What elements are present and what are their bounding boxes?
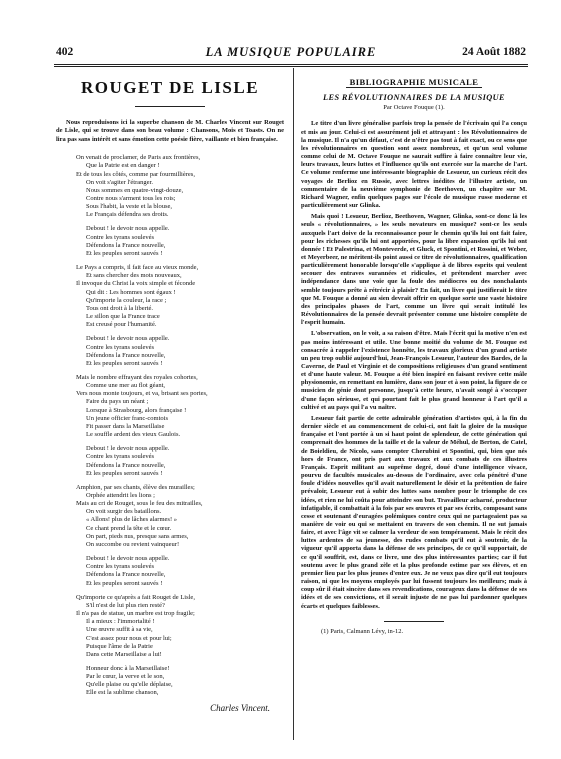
poem-line: Vers nous monte toujours, et va, brisant ses portes, [76,390,208,398]
poem-line: Debout ! le devoir nous appelle. [86,335,170,343]
article-title: ROUGET DE LISLE [80,78,260,97]
poem-stanza [76,445,284,478]
poem-line: On part, pieds nus, presque sans armes, [86,532,189,540]
article-subtitle: LES RÉVOLUTIONNAIRES DE LA MUSIQUE [323,93,505,103]
poem-line: Il invoque du Christ la voix simple et féconde [76,280,196,288]
issue-date: 24 Août 1882 [462,46,526,58]
poem-line: Debout ! le devoir nous appelle. [86,225,170,233]
page-number: 402 [56,46,74,58]
poem-line: « Allons! plus de lâches alarmes! » [86,516,177,524]
poem-line: Contre nous s'arment tous les rois; [86,195,176,202]
article-paragraph: Mais quoi ! Lesueur, Berlioz, Beethoven, Wagner, Glinka, sont-ce donc là les seuls « révolutionnaires, » les seuls novateurs en musique? sont-ce les seuls auxquels l'art doive de la reconnaissance pour le chemin qu'ils lui ont fait faire, pour les richesses qu'ils lui ont apportées, pour la libre expansion qu'ils lui ont donnée ! Et Palestrina, et Monteverde, et Gluck, et Spontini, et Rossini, et Weber, et Meyerbeer, ne méritent-ils point aussi ce titre de révolutionnaires, qualification particulièrement honorable lorsqu'elle s'applique à de libres esprits qui veulent secouer des entraves surannées et ridicules, et prétendent marcher avec indépendance dans une voie que la foule des médiocres ou des nonchalants semble toujours prête à rétrécir à plaisir? En fait, un livre qui justifierait le titre que M. Fouque a donné au sien devrait offrir en quelque sorte une vaste histoire des principales phases de l'art, comme un livre qui serait intitulé les Révolutionnaires de la pensée devrait présenter comme une histoire complète de l'esprit humain. [301,213,527,327]
poem-line: Tous ont droit à la liberté. [86,304,154,312]
poem-line: Il n'a pas de statue, un marbre est trop fragile; [76,610,195,618]
footnote-rule [384,621,444,622]
poem-line: Contre les tyrans soulevés [86,233,155,241]
poem-line: Et les peuples seront sauvés ! [86,359,163,367]
poem-line: Contre les tyrans soulevés [86,343,155,351]
header-rule [54,64,528,65]
poem-line: On succombe ou revient vainqueur! [86,540,180,548]
poem-line: Que la Patrie est en danger ! [86,162,160,170]
left-column [56,74,284,712]
poem-stanza [76,225,284,258]
poem-stanza [76,374,284,439]
poem-stanza [76,264,284,329]
right-column [301,74,527,636]
page-header [56,46,526,62]
poem-line: Et les peuples seront sauvés ! [86,249,163,257]
poem-line: Et les peuples seront sauvés ! [86,469,163,477]
footnote: (1) Paris, Calmann Lévy, in-12. [321,627,404,635]
poem-line: Elle est la sublime chanson, [86,689,159,697]
poem-line: C'est assez pour nous et pour lui; [86,634,172,642]
poem-line: Amphion, par ses chants, élève des murailles; [76,483,195,491]
poem-line: On voit surgir des bataillons. [86,508,162,516]
poem-line: Par le cœur, la verve et le son, [86,673,165,681]
poem-line: Et de tous les côtés, comme par fourmillières, [76,170,195,178]
section-heading-text: BIBLIOGRAPHIE MUSICALE [346,77,483,88]
poem-line: Le Pays a compris, il fait face au vieux monde, [76,264,199,272]
poem-line: Qu'importe ce qu'après a fait Rouget de Lisle, [76,593,195,601]
poem-line: Qu'elle plaise ou qu'elle déplaise, [86,681,173,689]
poem-line: Le Français défendra ses droits. [86,211,169,219]
publication-title: LA MUSIQUE POPULAIRE [205,45,377,59]
poem-stanza [76,665,284,698]
poem-line: Lorsque à Strasbourg, alors française ! [86,406,187,414]
poem-line: Il a mieux : l'immortalité ! [86,618,155,626]
article-paragraph: Le titre d'un livre généralise parfois trop la pensée de l'écrivain qui l'a conçu et mis au jour. Celui-ci est assurément joli et attrayant : les Révolutionnaires de la musique. Il n'a qu'un défaut, c'est de n'être pas tout à fait exact, ou ce sens que les révolutionnaires en question sont assez nombreux, et qu'un seul volume comme celui de M. Octave Fouque ne saurait suffire à faire connaître leur vie, leurs travaux, leurs luttes et l'influence qu'ils ont exercée sur la marche de l'art. Ce volume renferme une intéressante biographie de Lesueur, un curieux récit des voyages de Berlioz en Russie, avec lettres inédites de l'illustre artiste, un commentaire de la neuvième symphonie de Beethoven, un chapitre sur M. Richard Wagner, enfin quelques pages sur l'école de musique russe moderne et particulièrement sur Glinka. [301,120,527,210]
poem-line: On voit s'agiter l'étranger. [86,178,153,186]
poem-line: Ce chant prend la tête et le cœur. [86,524,172,532]
poem-line: Mais le nombre effrayant des royales cohortes, [76,373,198,381]
poem-line: Contre les tyrans soulevés [86,563,155,571]
header-rule-double [54,66,528,67]
poem-line: Faire du pays un néant ; [86,398,149,406]
poem-line: Dans cette Marseillaise a lui! [86,650,162,658]
poem-line: Un jeune officier franc-comtois [86,414,168,422]
poem-line: Défendons la France nouvelle, [86,241,166,249]
poem-line: Mais au cri de Rouget, sous le feu des mitrailles, [76,500,203,508]
poem-stanza [76,335,284,368]
poem-line: Et les peuples seront sauvés ! [86,579,163,587]
poem-line: Le souffle ardent des vieux Gaulois. [86,431,181,439]
poem-line: Contre les tyrans soulevés [86,453,155,461]
signature: Charles Vincent. [210,702,270,713]
section-heading [301,78,527,88]
article-intro: Nous reproduisons ici la superbe chanson de M. Charles Vincent sur Rouget de Lisle, qui se trouve dans son beau volume : Chansons, Mois et Toasts. On ne lira pas sans intérêt et sans émotion cette poésie fière, vaillante et bien française. [56,119,284,143]
article-body [301,120,527,610]
poem-line: Honneur donc à la Marseillaise! [86,664,170,672]
poem-line: Nous sommes en quatre-vingt-douze, [86,186,184,194]
poem-line: Et sans chercher des mots nouveaux, [86,272,182,280]
poem-line: Est creusé pour l'humanité. [86,321,157,329]
column-divider [293,68,294,740]
poem-line: Debout ! le devoir nous appelle. [86,445,170,453]
poem-line: Défendons la France nouvelle, [86,461,166,469]
poem-stanza [76,484,284,549]
article-author: Par Octave Fouque (1). [383,104,445,112]
poem-line: Fit passer dans la Marseillaise [86,422,165,430]
poem-line: Puisque l'âme de la Patrie [86,642,153,650]
poem-line: Debout ! le devoir nous appelle. [86,555,170,563]
article-paragraph: Lesueur fait partie de cette admirable génération d'artistes qui, à la fin du dernier siècle et au commencement de celui-ci, ont fait la gloire de la musique française et l'ont portée à un si haut point de splendeur, de cette génération qui comprenait des hommes de la taille et de la valeur de Méhul, de Berton, de Catel, de Boieldieu, de Nicolo, sans compter Cherubini et Spontini, qui, bien que nés hors de France, ont pris part aux travaux et aux combats de ces illustres Français. Esprit militant au suprême degré, doué d'une intelligence vivace, pourvu de facultés musicales au-dessus de l'ordinaire, avec cela pénétré d'une foule d'idées nouvelles qu'il avait naturellement le désir et la prétention de faire prévaloir, Lesueur eut à subir des luttes sans nombre pour le triomphe de ces idées, et rien ne lui coûta pour atteindre son but. Travailleur acharné, producteur infatigable, il combattait à la fois par ses œuvres et par ses écrits, composant sans cesse et soutenant d'euragées polémiques contre ceux qui ne partageaient pas sa manière de voir ou qui se mettaient en travers de son chemin. Il ne sut jamais faire, et avec l'âge vit se calmer la verdeur de son tempérament. Mais le récit des luttes ardentes de sa jeunesse, des rudes combats qu'il eut à soutenir, de la vigueur qu'il apporta dans la défense de ses principes, de ce qu'il supportait, de ce qu'il souffrit, est, dans ce livre, une des plus intéressantes parties; car il fut soutenu avec le plus grand zèle et la plus profonde estime par ses élèves, et en premier lieu par les plus jeunes d'entre eux. Je ne veux pas dire qu'il eut toujours raison, ni que les moyens employés par lui fussent toujours les meilleurs; mais à coup sûr il était sincère dans ses revendications, courageux dans la défense de ses idées et de ses convictions, et il serait injuste de ne pas lui pardonner quelques écarts et quelques faiblesses. [301,414,527,610]
poem-stanza [76,154,284,219]
poem-stanza [76,594,284,659]
poem-line: Le sillon que la France trace [86,313,160,321]
poem-line: On venait de proclamer, de Paris aux frontières, [76,154,201,162]
poem-line: Défendons la France nouvelle, [86,571,166,579]
poem-line: Sous l'habit, la veste et la blouse, [86,203,173,211]
poem [56,154,284,697]
poem-stanza [76,555,284,588]
title-rule [135,106,205,107]
poem-line: Qui dit : Les hommes sont égaux ! [86,288,176,296]
poem-line: Qu'importe la couleur, la race ; [86,296,167,304]
article-paragraph: L'observation, on le voit, a sa raison d'être. Mais l'écrit qui la motive n'en est pas moins intéressant et utile. Une bonne moitié du volume de M. Fouque est consacrée à rappeler l'existence honnête, les travaux glorieux d'un grand artiste un peu trop oublié aujourd'hui, Jean-François Lesueur, l'auteur des Bardes, de la Caverne, de Paul et Virginie et de compositions religieuses d'un grand sentiment et d'une haute valeur. M. Fouque a été bien inspiré en faisant revivre cette mâle physionomie, en remettant en lumière, dans son jour et à son point, la figure de ce musicien de génie dont personne, jusqu'à cette heure, n'avait songé à s'occuper d'une façon sérieuse, et qui pourtant fait le plus grand honneur à l'art qu'il a cultivé et au pays qui l'a vu naître. [301,330,527,411]
poem-line: S'il n'est de lui plus rien resté? [86,601,165,609]
poem-line: Comme une mer au flot géant, [86,382,166,390]
poem-line: Défendons la France nouvelle, [86,351,166,359]
poem-line: Une œuvre suffit à sa vie, [86,626,153,634]
poem-line: Orphée attendrit les lions ; [86,492,155,499]
